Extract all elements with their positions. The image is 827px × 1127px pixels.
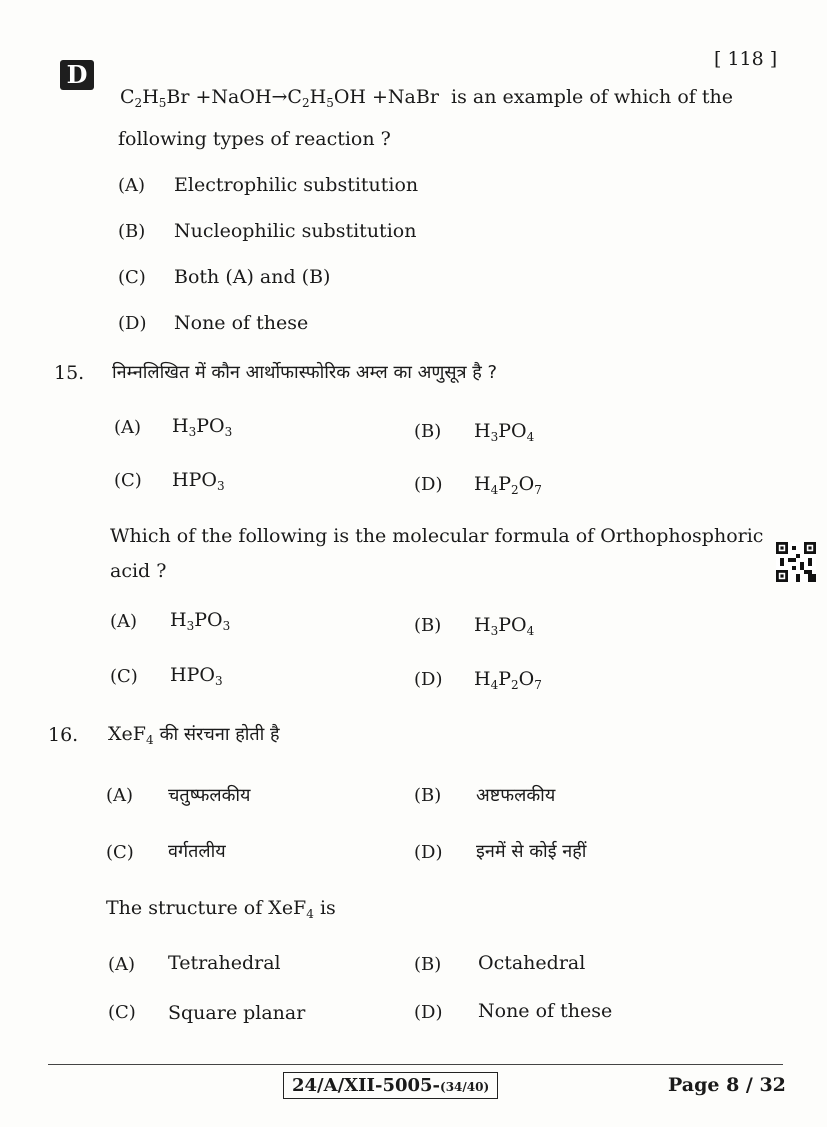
page-ref: [ 118 ] [714, 48, 778, 70]
q15-h-opt-d: $H_4P_2O_7$ [474, 473, 542, 497]
q15-e-opt-a-label: (A) [110, 611, 138, 632]
q15-e-opt-a: $H_3PO_3$ [170, 609, 231, 633]
q16-h-opt-b: अष्टफलकीय [476, 785, 556, 806]
q15-h-opt-d-label: (D) [414, 474, 443, 495]
q15-number: 15. [54, 362, 85, 384]
q15-h-opt-b: $H_3PO_4$ [474, 420, 535, 444]
q15-e-opt-b: $H_3PO_4$ [474, 614, 535, 638]
q14-stem-line2: following types of reaction ? [118, 128, 391, 150]
q16-e-opt-c-label: (C) [108, 1002, 136, 1023]
q16-e-opt-d: None of these [478, 1000, 613, 1022]
q16-h-opt-c-label: (C) [106, 842, 134, 863]
q16-e-opt-c: Square planar [168, 1002, 306, 1024]
q14-stem-tail: is an example of which of the [451, 86, 733, 108]
q16-e-opt-b-label: (B) [414, 954, 442, 975]
q16-h-opt-d-label: (D) [414, 842, 443, 863]
q15-h-opt-c: $HPO_3$ [172, 469, 225, 493]
q16-e-opt-d-label: (D) [414, 1002, 443, 1023]
q15-hindi-stem: निम्नलिखित में कौन आर्थोफास्फोरिक अम्ल का अणुसूत्र है ? [112, 362, 498, 383]
q16-h-opt-b-label: (B) [414, 785, 442, 806]
q15-h-opt-a: $H_3PO_3$ [172, 415, 233, 439]
q15-h-opt-b-label: (B) [414, 421, 442, 442]
q15-h-opt-a-label: (A) [114, 417, 142, 438]
q15-h-opt-c-label: (C) [114, 470, 142, 491]
q16-h-opt-d: इनमें से कोई नहीं [476, 841, 587, 862]
set-badge: D [60, 60, 94, 90]
q16-e-opt-a: Tetrahedral [168, 952, 281, 974]
q16-h-opt-a: चतुष्फलकीय [168, 785, 251, 806]
q14-option-d-label: (D) [118, 313, 147, 334]
paper-code: 24/A/XII-5005-(34/40) [283, 1072, 498, 1099]
q16-english-stem: The structure of XeF$_4$ is [106, 897, 336, 921]
q14-option-b-label: (B) [118, 221, 146, 242]
q14-option-c: Both (A) and (B) [174, 266, 331, 288]
footer-divider [48, 1064, 783, 1065]
q16-number: 16. [48, 724, 79, 746]
q15-e-opt-d-label: (D) [414, 669, 443, 690]
q15-e-opt-d: $H_4P_2O_7$ [474, 668, 542, 692]
q15-english-stem-1: Which of the following is the molecular formula of Orthophosphoric [110, 525, 764, 547]
q16-hindi-stem: XeF$_4$ की संरचना होती है [108, 723, 280, 747]
q16-h-opt-c: वर्गतलीय [168, 841, 226, 862]
q15-english-stem-2: acid ? [110, 560, 167, 582]
q15-e-opt-b-label: (B) [414, 615, 442, 636]
q14-option-d: None of these [174, 312, 309, 334]
q14-option-a-label: (A) [118, 175, 146, 196]
q16-h-opt-a-label: (A) [106, 785, 134, 806]
page-number: Page 8 / 32 [668, 1074, 786, 1096]
q14-option-b: Nucleophilic substitution [174, 220, 417, 242]
q16-e-opt-a-label: (A) [108, 954, 136, 975]
qr-code-icon [776, 542, 816, 582]
q15-e-opt-c-label: (C) [110, 666, 138, 687]
q16-e-opt-b: Octahedral [478, 952, 586, 974]
q14-option-c-label: (C) [118, 267, 146, 288]
q14-option-a: Electrophilic substitution [174, 174, 419, 196]
q14-equation: $C_2H_5Br$ $+NaOH\to C_2H_5OH$ +NaBr is an example of which of the [120, 86, 733, 110]
q15-e-opt-c: $HPO_3$ [170, 664, 223, 688]
